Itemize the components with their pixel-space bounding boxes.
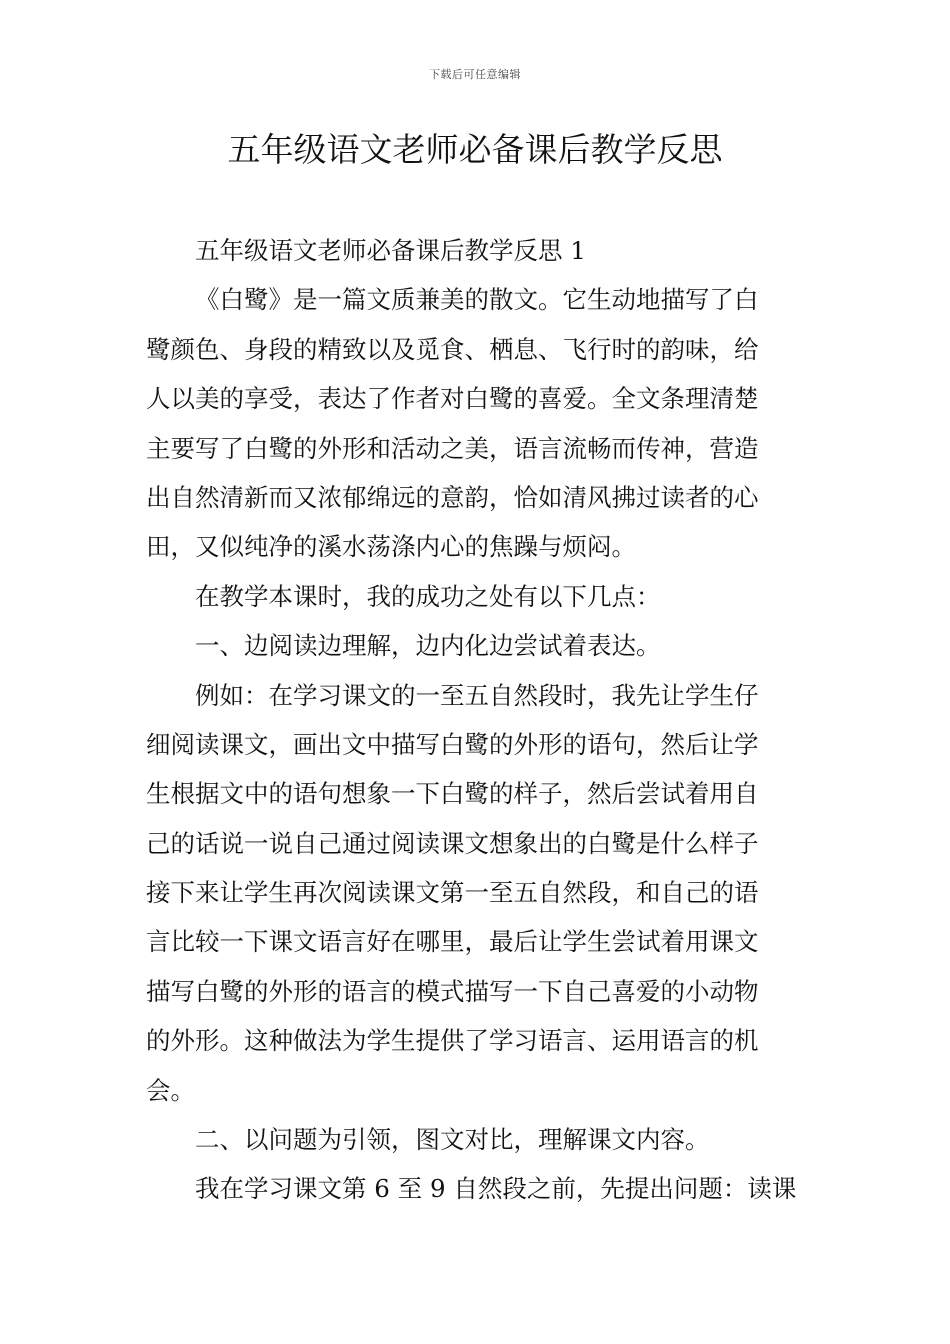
paragraph-line: 主要写了白鹭的外形和活动之美，语言流畅而传神，营造	[146, 433, 759, 463]
header-note: 下载后可任意编辑	[429, 68, 521, 81]
section-heading: 五年级语文老师必备课后教学反思 1	[195, 236, 586, 265]
paragraph-line: 出自然清新而又浓郁绵远的意韵，恰如清风拂过读者的心	[146, 482, 759, 512]
document-body	[146, 226, 807, 1214]
paragraph-line: 细阅读课文，画出文中描写白鹭的外形的语句，然后让学	[146, 729, 759, 759]
paragraph-line: 接下来让学生再次阅读课文第一至五自然段，和自己的语	[146, 878, 759, 908]
paragraph-line: 在教学本课时，我的成功之处有以下几点：	[195, 581, 661, 611]
paragraph-line: 田，又似纯净的溪水荡涤内心的焦躁与烦闷。	[146, 532, 636, 562]
paragraph-line: 的外形。这种做法为学生提供了学习语言、运用语言的机	[146, 1026, 759, 1056]
document-title: 五年级语文老师必备课后教学反思	[227, 130, 723, 169]
paragraph-line: 《白鹭》是一篇文质兼美的散文。它生动地描写了白	[195, 285, 759, 315]
paragraph-line: 例如：在学习课文的一至五自然段时，我先让学生仔	[195, 680, 759, 710]
paragraph-line: 一、边阅读边理解，边内化边尝试着表达。	[195, 631, 661, 661]
paragraph-line: 描写白鹭的外形的语言的模式描写一下自己喜爱的小动物	[146, 976, 759, 1006]
paragraph-line: 生根据文中的语句想象一下白鹭的样子，然后尝试着用自	[146, 779, 759, 809]
paragraph-line: 二、以问题为引领，图文对比，理解课文内容。	[195, 1125, 710, 1155]
paragraph-line: 会。	[146, 1075, 195, 1105]
paragraph-line: 鹭颜色、身段的精致以及觅食、栖息、飞行时的韵味，给	[146, 334, 759, 364]
paragraph-line: 己的话说一说自己通过阅读课文想象出的白鹭是什么样子	[146, 828, 759, 858]
paragraph-line: 言比较一下课文语言好在哪里，最后让学生尝试着用课文	[146, 927, 759, 957]
paragraph-line: 人以美的享受，表达了作者对白鹭的喜爱。全文条理清楚	[146, 384, 759, 414]
paragraph-line: 我在学习课文第 6 至 9 自然段之前，先提出问题：读课	[195, 1174, 797, 1204]
